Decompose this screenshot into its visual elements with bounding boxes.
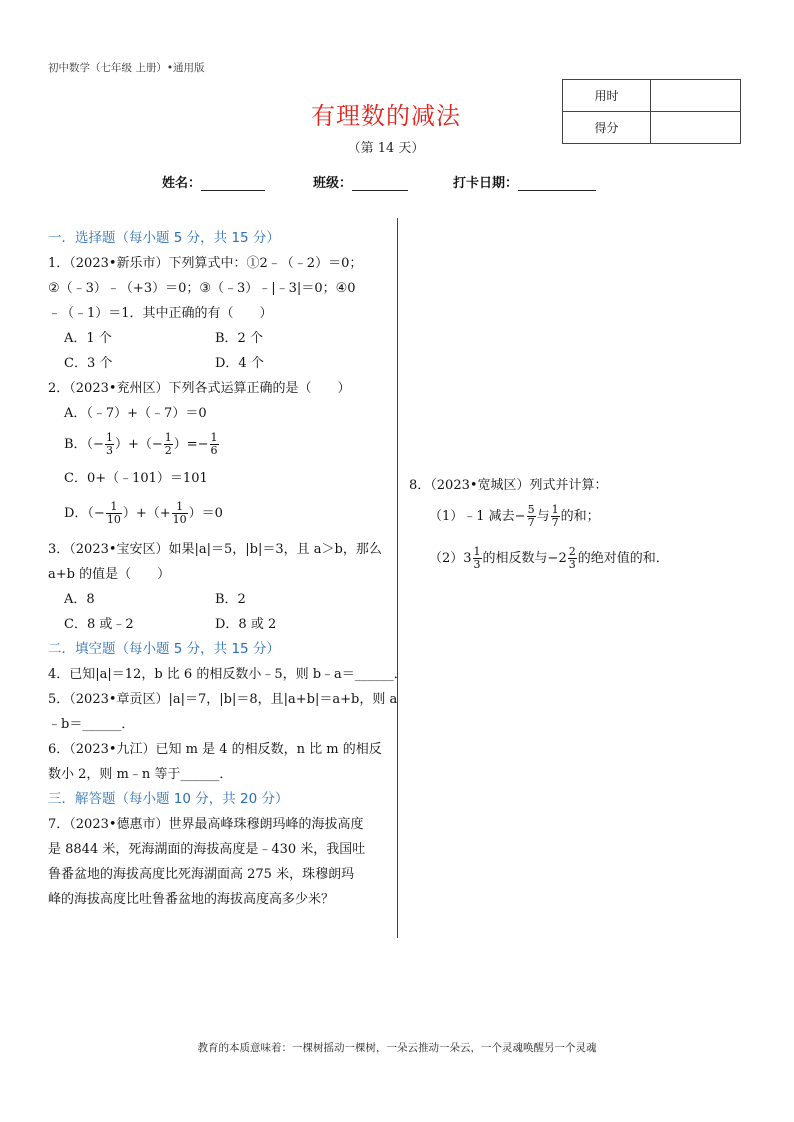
q2-option-b[interactable]: B．（− $\frac{1}{3}$ ）+（− $\frac{1}{2}$ ）=− $\frac{1}{6}$	[64, 431, 218, 457]
q7-line-2: 是 8844 米，死海湖面的海拔高度是﹣430 米，我国吐	[48, 842, 366, 857]
column-divider	[397, 218, 398, 938]
left-column	[48, 226, 407, 912]
name-row	[162, 172, 265, 191]
score-label: 得分	[563, 112, 651, 144]
name-label: 姓名：	[162, 176, 202, 191]
q7-line-3: 鲁番盆地的海拔高度比死海湖面高 275 米，珠穆朗玛	[48, 867, 355, 882]
q5-line-1: 5．（2023•章贡区）|a|＝7，|b|＝8，且|a+b|＝a+b，则 a	[48, 692, 398, 707]
section-answer-heading: 三．解答题（每小题 10 分，共 20 分）	[48, 791, 289, 807]
q1-option-d[interactable]: D．4 个	[215, 356, 264, 371]
name-field[interactable]	[201, 176, 265, 191]
class-field[interactable]	[352, 176, 408, 191]
q1-option-b[interactable]: B．2 个	[215, 331, 263, 346]
q2-stem: 2．（2023•兖州区）下列各式运算正确的是（ ）	[48, 381, 351, 396]
time-label: 用时	[563, 80, 651, 112]
date-field[interactable]	[518, 176, 596, 191]
q1-option-c[interactable]: C．3 个	[64, 356, 113, 371]
q1-line-3: ﹣（﹣1）＝1．其中正确的有（ ）	[48, 306, 273, 321]
q3-line-2: a+b 的值是（ ）	[48, 567, 171, 582]
class-row	[313, 172, 408, 191]
q6-line-2: 数小 2，则 m﹣n 等于______．	[48, 767, 233, 782]
q3-option-c[interactable]: C．8 或﹣2	[64, 617, 134, 632]
q8-part-1: （1）﹣1 减去− $\frac{5}{7}$ 与 $\frac{1}{7}$ 的和；	[429, 503, 600, 529]
q3-option-a[interactable]: A．8	[64, 592, 95, 607]
q1-line-2: ②（﹣3）﹣（+3）＝0；③（﹣3）﹣|﹣3|＝0；④0	[48, 281, 356, 296]
section-choice-heading: 一．选择题（每小题 5 分，共 15 分）	[48, 230, 280, 246]
q2-option-d[interactable]: D．（− $\frac{1}{10}$ ）+（+ $\frac{1}{10}$ ）＝0	[64, 500, 223, 526]
q2-option-a[interactable]: A．（﹣7）+（﹣7）＝0	[64, 406, 207, 421]
q4-line-1: 4．已知|a|＝12，b 比 6 的相反数小﹣5，则 b﹣a＝______．	[48, 667, 407, 682]
q7-line-4: 峰的海拔高度比吐鲁番盆地的海拔高度高多少米？	[48, 892, 335, 907]
q6-line-1: 6．（2023•九江）已知 m 是 4 的相反数，n 比 m 的相反	[48, 742, 382, 757]
q1-line-1: 1．（2023•新乐市）下列算式中：①2﹣（﹣2）＝0；	[48, 256, 363, 271]
score-table	[562, 79, 741, 144]
q1-option-a[interactable]: A．1 个	[64, 331, 112, 346]
footer-quote: 教育的本质意味着：一棵树摇动一棵树，一朵云推动一朵云，一个灵魂唤醒另一个灵魂	[197, 1042, 597, 1054]
page-title: 有理数的减法	[311, 102, 461, 130]
q7-line-1: 7．（2023•德惠市）世界最高峰珠穆朗玛峰的海拔高度	[48, 817, 364, 832]
q3-option-b[interactable]: B．2	[215, 592, 246, 607]
time-field[interactable]	[651, 80, 741, 112]
class-label: 班级：	[313, 176, 353, 191]
score-field[interactable]	[651, 112, 741, 144]
q3-line-1: 3．（2023•宝安区）如果|a|＝5，|b|＝3，且 a＞b，那么	[48, 542, 382, 557]
date-row	[453, 172, 596, 191]
day-label: （第 14 天）	[347, 141, 425, 156]
q8-part-2: （2）3 $\frac{1}{3}$ 的相反数与−2 $\frac{2}{3}$ 的绝对值的和．	[429, 545, 669, 571]
section-fill-heading: 二．填空题（每小题 5 分，共 15 分）	[48, 641, 280, 657]
right-column	[409, 473, 749, 582]
q8-stem: 8．（2023•宽城区）列式并计算：	[409, 478, 608, 493]
date-label: 打卡日期：	[453, 176, 519, 191]
book-label: 初中数学（七年级 上册）•通用版	[48, 62, 205, 74]
q3-option-d[interactable]: D．8 或 2	[215, 617, 277, 632]
q2-option-c[interactable]: C．0+（﹣101）＝101	[64, 471, 208, 486]
q5-line-2: ﹣b＝______．	[48, 717, 135, 732]
